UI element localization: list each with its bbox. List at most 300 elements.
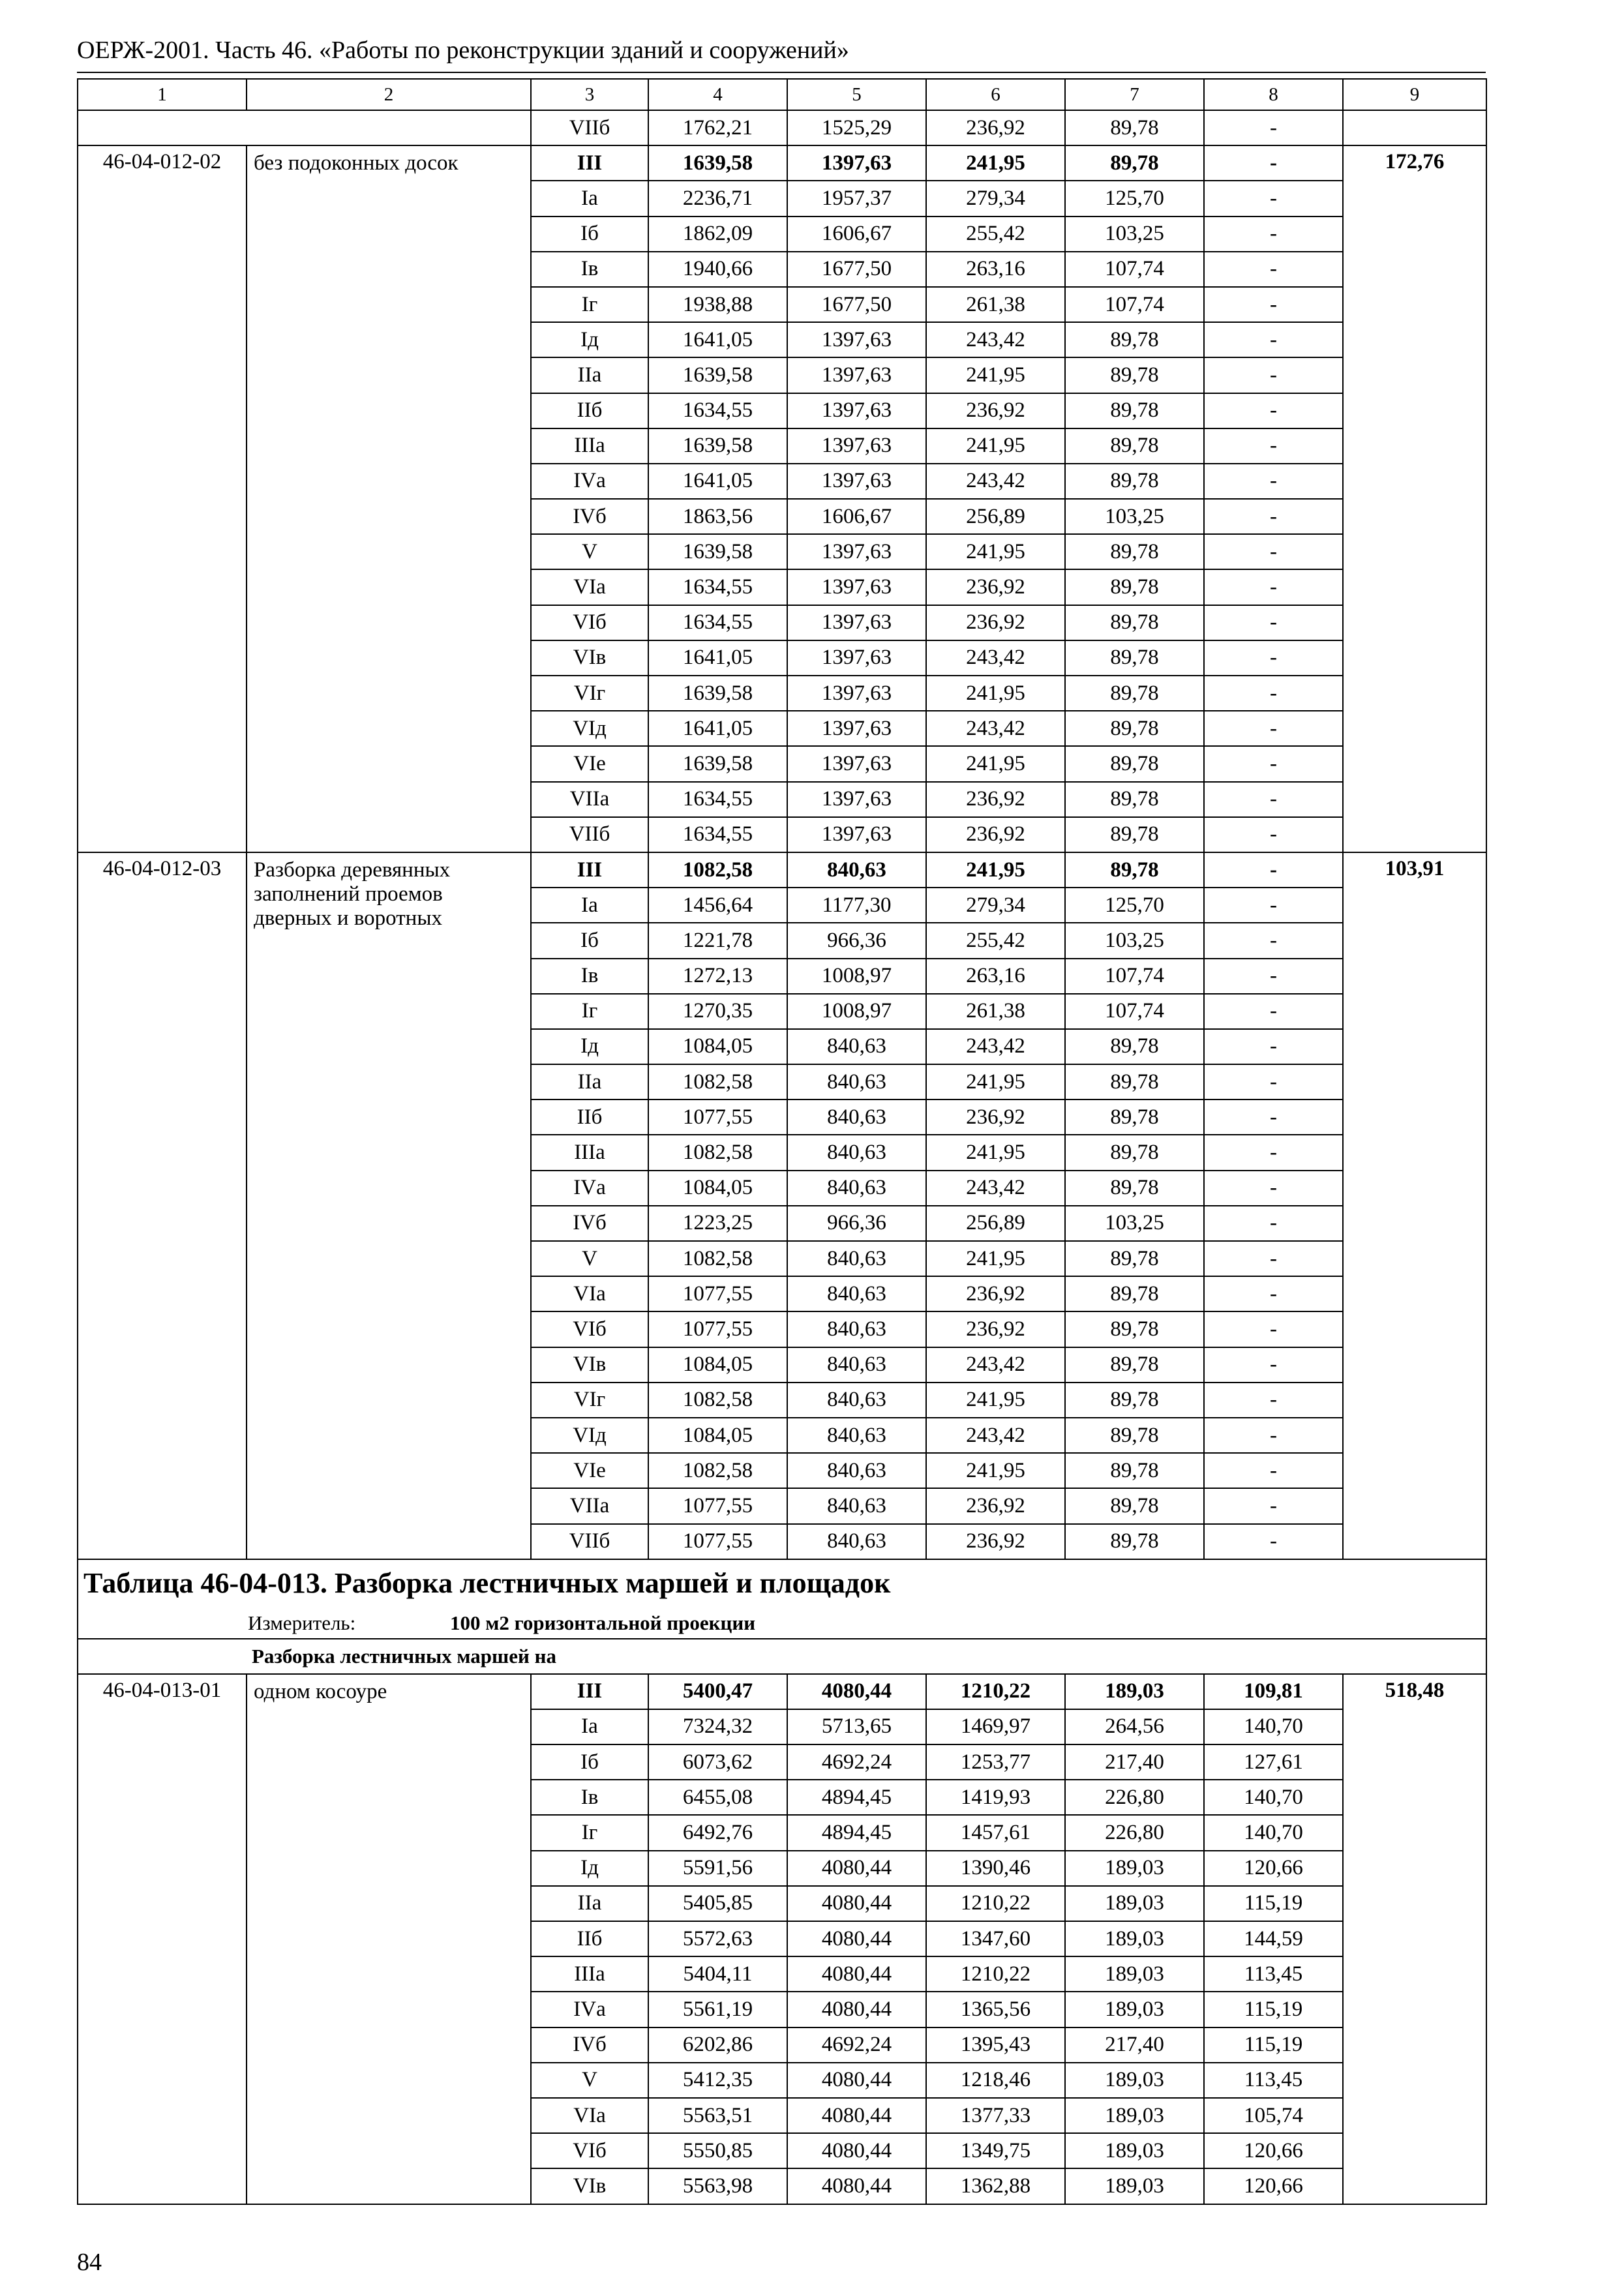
value-cell-c6: 241,95: [926, 1064, 1065, 1100]
value-cell-c6: 236,92: [926, 1488, 1065, 1523]
zone-cell: IIIа: [531, 1135, 648, 1170]
column-number: 9: [1343, 79, 1486, 110]
value-cell-c5: 840,63: [787, 1311, 926, 1347]
value-cell-c4: 1082,58: [648, 1453, 787, 1488]
measure-value: 100 м2 горизонтальной проекции: [450, 1611, 756, 1634]
value-cell-c7: 103,25: [1065, 923, 1204, 958]
value-cell-c8: -: [1204, 464, 1343, 499]
value-cell-c4: 1634,55: [648, 605, 787, 640]
value-cell-c8: -: [1204, 994, 1343, 1029]
value-cell-c8: -: [1204, 145, 1343, 181]
value-cell-c5: 4080,44: [787, 2133, 926, 2168]
value-cell-c7: 89,78: [1065, 640, 1204, 676]
zone-cell: VIе: [531, 1453, 648, 1488]
value-cell-c6: 1457,61: [926, 1815, 1065, 1850]
zone-cell: VIв: [531, 2168, 648, 2204]
value-cell-c7: 89,78: [1065, 1488, 1204, 1523]
value-cell-c6: 1362,88: [926, 2168, 1065, 2204]
zone-cell: V: [531, 1241, 648, 1276]
value-cell-c6: 1377,33: [926, 2098, 1065, 2133]
value-cell-c7: 89,78: [1065, 1029, 1204, 1064]
value-cell-c6: 243,42: [926, 1029, 1065, 1064]
value-cell-c5: 1397,63: [787, 782, 926, 817]
zone-cell: VIIа: [531, 1488, 648, 1523]
zone-cell: III: [531, 852, 648, 888]
zone-cell: VIе: [531, 746, 648, 781]
value-cell-c8: 113,45: [1204, 1956, 1343, 1992]
value-cell-c4: 1084,05: [648, 1347, 787, 1383]
value-cell-c6: 243,42: [926, 1418, 1065, 1453]
value-cell-c6: 243,42: [926, 640, 1065, 676]
value-cell-c4: 5561,19: [648, 1992, 787, 2027]
value-cell-c7: 226,80: [1065, 1780, 1204, 1815]
value-cell-c4: 1862,09: [648, 217, 787, 252]
measure-cell: [78, 1608, 1486, 1639]
value-cell-c7: 89,78: [1065, 428, 1204, 464]
value-cell-c4: 1639,58: [648, 676, 787, 711]
value-cell-c7: 89,78: [1065, 852, 1204, 888]
value-cell-c8: 109,81: [1204, 1674, 1343, 1709]
rate-code: 46-04-012-02: [78, 145, 247, 852]
value-cell-c4: 1270,35: [648, 994, 787, 1029]
value-cell-c7: 89,78: [1065, 782, 1204, 817]
value-cell-c6: 1218,46: [926, 2063, 1065, 2098]
value-cell-c6: 263,16: [926, 252, 1065, 287]
value-cell-c6: 1210,22: [926, 1674, 1065, 1709]
value-cell-c6: 1253,77: [926, 1744, 1065, 1780]
zone-cell: Iд: [531, 1029, 648, 1064]
table-row: [78, 852, 1486, 888]
value-cell-c4: 1077,55: [648, 1100, 787, 1135]
value-cell-c5: 1397,63: [787, 145, 926, 181]
value-cell-c5: 966,36: [787, 923, 926, 958]
value-cell-c7: 89,78: [1065, 1383, 1204, 1418]
value-cell-c7: 217,40: [1065, 1744, 1204, 1780]
value-cell-c4: 1221,78: [648, 923, 787, 958]
value-cell-c4: 1634,55: [648, 782, 787, 817]
zone-cell: IIб: [531, 1921, 648, 1956]
value-cell-c6: 279,34: [926, 181, 1065, 216]
value-cell-c6: 1365,56: [926, 1992, 1065, 2027]
zone-cell: VIIб: [531, 110, 648, 145]
value-cell-c4: 1077,55: [648, 1276, 787, 1311]
value-cell-c4: 1641,05: [648, 711, 787, 746]
zone-cell: IVб: [531, 1206, 648, 1241]
column-number: 7: [1065, 79, 1204, 110]
value-cell-c4: 1634,55: [648, 569, 787, 605]
column-number: 6: [926, 79, 1065, 110]
value-cell-c8: -: [1204, 252, 1343, 287]
value-cell-c6: 241,95: [926, 1241, 1065, 1276]
value-cell-c7: 89,78: [1065, 676, 1204, 711]
value-cell-c7: 89,78: [1065, 1241, 1204, 1276]
value-cell-c7: 89,78: [1065, 711, 1204, 746]
value-cell-c5: 840,63: [787, 1241, 926, 1276]
value-cell-c6: 236,92: [926, 393, 1065, 428]
value-cell-c5: 1397,63: [787, 676, 926, 711]
value-cell-c8: -: [1204, 959, 1343, 994]
value-cell-c5: 840,63: [787, 1488, 926, 1523]
value-cell-c7: 103,25: [1065, 1206, 1204, 1241]
value-cell-c4: 5563,51: [648, 2098, 787, 2133]
value-cell-c7: 89,78: [1065, 569, 1204, 605]
value-cell-c5: 4692,24: [787, 2027, 926, 2063]
value-cell-c5: 840,63: [787, 1347, 926, 1383]
value-cell-c4: 1084,05: [648, 1029, 787, 1064]
value-cell-c7: 89,78: [1065, 110, 1204, 145]
value-cell-c6: 1390,46: [926, 1851, 1065, 1886]
zone-cell: Iв: [531, 1780, 648, 1815]
value-cell-c4: 1639,58: [648, 145, 787, 181]
value-cell-c7: 103,25: [1065, 499, 1204, 534]
zone-cell: Iб: [531, 1744, 648, 1780]
value-cell-c7: 226,80: [1065, 1815, 1204, 1850]
value-cell-c8: -: [1204, 605, 1343, 640]
zone-cell: VIг: [531, 1383, 648, 1418]
value-cell-c6: 241,95: [926, 428, 1065, 464]
value-cell-c7: 89,78: [1065, 1135, 1204, 1170]
zone-cell: IIIа: [531, 428, 648, 464]
zone-cell: Iд: [531, 1851, 648, 1886]
running-header: ОЕРЖ-2001. Часть 46. «Работы по реконструкции зданий и сооружений»: [77, 37, 849, 64]
value-cell-c8: 105,74: [1204, 2098, 1343, 2133]
value-cell-c5: 4080,44: [787, 1674, 926, 1709]
zone-cell: Iд: [531, 322, 648, 357]
value-cell-c4: 1082,58: [648, 1383, 787, 1418]
value-cell-c4: 5412,35: [648, 2063, 787, 2098]
value-cell-c6: 241,95: [926, 746, 1065, 781]
value-cell-c6: 255,42: [926, 923, 1065, 958]
value-cell-c8: -: [1204, 1135, 1343, 1170]
zone-cell: VIб: [531, 1311, 648, 1347]
value-cell-c7: 217,40: [1065, 2027, 1204, 2063]
value-cell-c5: 1397,63: [787, 817, 926, 852]
zone-cell: VIд: [531, 711, 648, 746]
value-cell-c4: 1082,58: [648, 1064, 787, 1100]
value-cell-c8: -: [1204, 782, 1343, 817]
value-cell-c4: 1082,58: [648, 852, 787, 888]
value-cell-c6: 236,92: [926, 1311, 1065, 1347]
value-cell-c8: 140,70: [1204, 1815, 1343, 1850]
value-cell-c6: 243,42: [926, 1347, 1065, 1383]
zone-cell: VIа: [531, 1276, 648, 1311]
value-cell-c6: 241,95: [926, 1453, 1065, 1488]
value-cell-c4: 1082,58: [648, 1135, 787, 1170]
value-cell-c5: 4080,44: [787, 2098, 926, 2133]
value-cell-c7: 107,74: [1065, 959, 1204, 994]
column-number: 1: [78, 79, 247, 110]
column-number: 3: [531, 79, 648, 110]
value-cell-c4: 5572,63: [648, 1921, 787, 1956]
value-cell-c5: 1606,67: [787, 217, 926, 252]
labor-cost-cell: 518,48: [1343, 1674, 1486, 2204]
value-cell-c8: -: [1204, 287, 1343, 322]
zone-cell: VIв: [531, 1347, 648, 1383]
value-cell-c4: 1940,66: [648, 252, 787, 287]
value-cell-c8: -: [1204, 676, 1343, 711]
value-cell-c7: 89,78: [1065, 1064, 1204, 1100]
value-cell-c4: 1077,55: [648, 1488, 787, 1523]
value-cell-c4: 5405,85: [648, 1886, 787, 1921]
value-cell-c8: -: [1204, 888, 1343, 923]
value-cell-c7: 264,56: [1065, 1709, 1204, 1744]
zone-cell: VIб: [531, 2133, 648, 2168]
value-cell-c8: -: [1204, 711, 1343, 746]
value-cell-c7: 89,78: [1065, 1171, 1204, 1206]
value-cell-c5: 1397,63: [787, 357, 926, 393]
value-cell-c4: 1082,58: [648, 1241, 787, 1276]
column-number: 8: [1204, 79, 1343, 110]
value-cell-c8: 120,66: [1204, 2133, 1343, 2168]
value-cell-c4: 1639,58: [648, 428, 787, 464]
value-cell-c4: 1077,55: [648, 1311, 787, 1347]
value-cell-c5: 4080,44: [787, 1956, 926, 1992]
value-cell-c5: 4894,45: [787, 1815, 926, 1850]
value-cell-c5: 4080,44: [787, 1886, 926, 1921]
value-cell-c8: -: [1204, 393, 1343, 428]
value-cell-c7: 125,70: [1065, 181, 1204, 216]
value-cell-c8: -: [1204, 499, 1343, 534]
value-cell-c7: 89,78: [1065, 145, 1204, 181]
carry-col9-cell: [1343, 110, 1486, 145]
zone-cell: III: [531, 145, 648, 181]
value-cell-c5: 1957,37: [787, 181, 926, 216]
value-cell-c8: 113,45: [1204, 2063, 1343, 2098]
value-cell-c8: -: [1204, 1206, 1343, 1241]
value-cell-c7: 103,25: [1065, 217, 1204, 252]
value-cell-c5: 1397,63: [787, 569, 926, 605]
value-cell-c7: 89,78: [1065, 1276, 1204, 1311]
value-cell-c6: 236,92: [926, 817, 1065, 852]
value-cell-c7: 89,78: [1065, 322, 1204, 357]
value-cell-c4: 7324,32: [648, 1709, 787, 1744]
zone-cell: IIб: [531, 1100, 648, 1135]
value-cell-c4: 1639,58: [648, 746, 787, 781]
value-cell-c8: -: [1204, 110, 1343, 145]
value-cell-c7: 189,03: [1065, 1886, 1204, 1921]
value-cell-c7: 89,78: [1065, 1311, 1204, 1347]
value-cell-c5: 1397,63: [787, 428, 926, 464]
table-row: [78, 145, 1486, 181]
value-cell-c7: 89,78: [1065, 1418, 1204, 1453]
rate-description: Разборка деревянных заполнений проемов дверных и воротных: [247, 852, 531, 1559]
value-cell-c6: 241,95: [926, 852, 1065, 888]
value-cell-c8: -: [1204, 1383, 1343, 1418]
subheading-blank: [78, 1639, 247, 1674]
rate-code: 46-04-012-03: [78, 852, 247, 1559]
value-cell-c6: 1419,93: [926, 1780, 1065, 1815]
value-cell-c8: -: [1204, 217, 1343, 252]
table-row: [78, 110, 1486, 145]
value-cell-c6: 256,89: [926, 499, 1065, 534]
value-cell-c7: 89,78: [1065, 393, 1204, 428]
value-cell-c8: 140,70: [1204, 1780, 1343, 1815]
rate-description: одном косоуре: [247, 1674, 531, 2204]
value-cell-c8: -: [1204, 1524, 1343, 1559]
value-cell-c4: 6202,86: [648, 2027, 787, 2063]
column-number: 2: [247, 79, 531, 110]
measure-row: [78, 1608, 1486, 1639]
value-cell-c4: 1272,13: [648, 959, 787, 994]
value-cell-c8: -: [1204, 817, 1343, 852]
value-cell-c5: 840,63: [787, 1524, 926, 1559]
zone-cell: IIа: [531, 1886, 648, 1921]
table-row: [78, 1674, 1486, 1709]
value-cell-c6: 241,95: [926, 1383, 1065, 1418]
value-cell-c6: 243,42: [926, 1171, 1065, 1206]
zone-cell: VIд: [531, 1418, 648, 1453]
value-cell-c5: 840,63: [787, 1276, 926, 1311]
zone-cell: IVа: [531, 1171, 648, 1206]
zone-cell: VIIб: [531, 1524, 648, 1559]
value-cell-c6: 236,92: [926, 1100, 1065, 1135]
value-cell-c4: 2236,71: [648, 181, 787, 216]
value-cell-c5: 4080,44: [787, 1921, 926, 1956]
value-cell-c5: 1397,63: [787, 746, 926, 781]
value-cell-c7: 189,03: [1065, 1674, 1204, 1709]
value-cell-c6: 241,95: [926, 357, 1065, 393]
value-cell-c5: 840,63: [787, 1100, 926, 1135]
value-cell-c5: 4080,44: [787, 1851, 926, 1886]
value-cell-c6: 236,92: [926, 605, 1065, 640]
value-cell-c4: 5563,98: [648, 2168, 787, 2204]
value-cell-c4: 1641,05: [648, 464, 787, 499]
zone-cell: Iа: [531, 888, 648, 923]
value-cell-c5: 4692,24: [787, 1744, 926, 1780]
value-cell-c8: -: [1204, 1418, 1343, 1453]
value-cell-c4: 6492,76: [648, 1815, 787, 1850]
value-cell-c6: 241,95: [926, 145, 1065, 181]
value-cell-c5: 1008,97: [787, 959, 926, 994]
value-cell-c7: 107,74: [1065, 994, 1204, 1029]
page-number: 84: [77, 2249, 102, 2276]
rates-table: [77, 78, 1487, 2205]
zone-cell: Iв: [531, 959, 648, 994]
value-cell-c8: -: [1204, 1311, 1343, 1347]
zone-cell: Iг: [531, 287, 648, 322]
zone-cell: VIIб: [531, 817, 648, 852]
value-cell-c4: 1077,55: [648, 1524, 787, 1559]
value-cell-c7: 189,03: [1065, 1992, 1204, 2027]
value-cell-c7: 89,78: [1065, 1524, 1204, 1559]
zone-cell: VIа: [531, 2098, 648, 2133]
column-number-row: [78, 79, 1486, 110]
value-cell-c7: 89,78: [1065, 1453, 1204, 1488]
value-cell-c8: -: [1204, 1029, 1343, 1064]
value-cell-c6: 1349,75: [926, 2133, 1065, 2168]
value-cell-c4: 1084,05: [648, 1171, 787, 1206]
value-cell-c4: 1639,58: [648, 534, 787, 569]
table-title: Таблица 46-04-013. Разборка лестничных маршей и площадок: [78, 1559, 1486, 1608]
value-cell-c7: 189,03: [1065, 2063, 1204, 2098]
zone-cell: VIа: [531, 569, 648, 605]
zone-cell: IVа: [531, 1992, 648, 2027]
value-cell-c5: 1397,63: [787, 534, 926, 569]
value-cell-c4: 1223,25: [648, 1206, 787, 1241]
value-cell-c5: 5713,65: [787, 1709, 926, 1744]
value-cell-c5: 1397,63: [787, 605, 926, 640]
value-cell-c7: 89,78: [1065, 746, 1204, 781]
value-cell-c5: 1397,63: [787, 711, 926, 746]
value-cell-c6: 1210,22: [926, 1886, 1065, 1921]
value-cell-c7: 189,03: [1065, 2098, 1204, 2133]
value-cell-c6: 263,16: [926, 959, 1065, 994]
zone-cell: VIIа: [531, 782, 648, 817]
value-cell-c8: -: [1204, 1347, 1343, 1383]
value-cell-c8: -: [1204, 1241, 1343, 1276]
value-cell-c6: 256,89: [926, 1206, 1065, 1241]
measure-label: Измеритель:: [248, 1611, 356, 1634]
value-cell-c8: 120,66: [1204, 1851, 1343, 1886]
value-cell-c8: -: [1204, 569, 1343, 605]
value-cell-c6: 261,38: [926, 287, 1065, 322]
zone-cell: VIб: [531, 605, 648, 640]
value-cell-c7: 89,78: [1065, 534, 1204, 569]
value-cell-c4: 1634,55: [648, 393, 787, 428]
subheading-row: [78, 1639, 1486, 1674]
value-cell-c8: 120,66: [1204, 2168, 1343, 2204]
value-cell-c6: 255,42: [926, 217, 1065, 252]
value-cell-c4: 1863,56: [648, 499, 787, 534]
value-cell-c6: 236,92: [926, 1524, 1065, 1559]
value-cell-c6: 1210,22: [926, 1956, 1065, 1992]
subheading: Разборка лестничных маршей на: [247, 1639, 1486, 1674]
value-cell-c8: -: [1204, 357, 1343, 393]
value-cell-c6: 279,34: [926, 888, 1065, 923]
zone-cell: Iа: [531, 181, 648, 216]
value-cell-c5: 840,63: [787, 1171, 926, 1206]
value-cell-c5: 4080,44: [787, 2063, 926, 2098]
value-cell-c7: 89,78: [1065, 817, 1204, 852]
zone-cell: IIб: [531, 393, 648, 428]
carry-code-cell: [78, 110, 531, 145]
value-cell-c7: 125,70: [1065, 888, 1204, 923]
value-cell-c8: 115,19: [1204, 1886, 1343, 1921]
value-cell-c5: 966,36: [787, 1206, 926, 1241]
value-cell-c7: 89,78: [1065, 1347, 1204, 1383]
zone-cell: IVа: [531, 464, 648, 499]
value-cell-c4: 5591,56: [648, 1851, 787, 1886]
value-cell-c8: -: [1204, 640, 1343, 676]
value-cell-c5: 4894,45: [787, 1780, 926, 1815]
value-cell-c6: 1395,43: [926, 2027, 1065, 2063]
value-cell-c7: 107,74: [1065, 252, 1204, 287]
value-cell-c5: 1397,63: [787, 322, 926, 357]
value-cell-c4: 6455,08: [648, 1780, 787, 1815]
column-number: 5: [787, 79, 926, 110]
header-rule: [77, 72, 1486, 73]
rate-code: 46-04-013-01: [78, 1674, 247, 2204]
value-cell-c7: 189,03: [1065, 1921, 1204, 1956]
value-cell-c8: 144,59: [1204, 1921, 1343, 1956]
value-cell-c6: 243,42: [926, 464, 1065, 499]
zone-cell: VIг: [531, 676, 648, 711]
value-cell-c5: 4080,44: [787, 2168, 926, 2204]
value-cell-c5: 1677,50: [787, 287, 926, 322]
value-cell-c6: 241,95: [926, 1135, 1065, 1170]
value-cell-c5: 1397,63: [787, 640, 926, 676]
value-cell-c6: 243,42: [926, 711, 1065, 746]
value-cell-c5: 840,63: [787, 852, 926, 888]
value-cell-c5: 840,63: [787, 1135, 926, 1170]
value-cell-c8: -: [1204, 181, 1343, 216]
value-cell-c6: 241,95: [926, 676, 1065, 711]
value-cell-c4: 5400,47: [648, 1674, 787, 1709]
value-cell-c4: 1639,58: [648, 357, 787, 393]
zone-cell: VIв: [531, 640, 648, 676]
value-cell-c5: 840,63: [787, 1418, 926, 1453]
value-cell-c7: 189,03: [1065, 2133, 1204, 2168]
